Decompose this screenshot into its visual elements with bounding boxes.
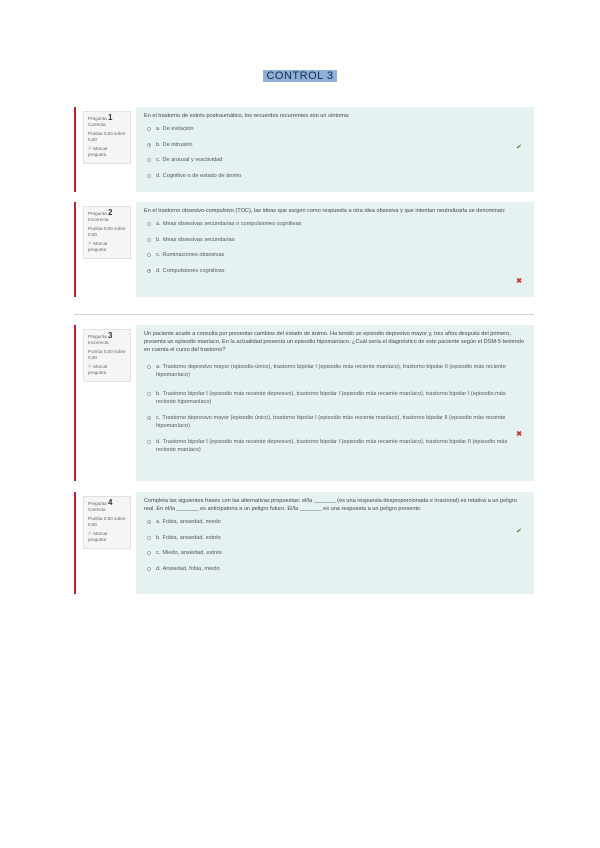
answer-option[interactable]: b. Ideas obsesivas secundarias xyxy=(144,237,526,245)
question-text: En el trastorno obsesivo-compulsivo (TOC), las ideas que surgen como respuesta a otra idea obsesiva y que intentan neutralizarla se denominan: xyxy=(144,208,506,214)
question-info-box xyxy=(83,496,131,549)
question-info-box xyxy=(83,206,131,259)
question-card xyxy=(74,107,534,192)
radio-button[interactable] xyxy=(147,174,151,178)
radio-button[interactable] xyxy=(147,222,151,226)
radio-button[interactable] xyxy=(147,440,151,444)
question-card xyxy=(74,325,534,481)
answer-option[interactable]: a. De evitación xyxy=(144,126,526,134)
question-status: Correcta xyxy=(88,507,106,512)
question-card xyxy=(74,202,534,297)
answer-option[interactable]: a. Trastorno depresivo mayor (episodio único), trastorno bipolar I (episodio más reciente maníaco), trastorno bipolar II (episodio más reciente hipomaníaco) xyxy=(144,364,526,379)
question-content xyxy=(136,107,534,192)
flag-question-link[interactable]: ⚐ Marcar pregunta xyxy=(88,146,108,157)
radio-button-selected[interactable] xyxy=(147,269,151,273)
question-number: Pregunta 4 xyxy=(88,498,113,507)
answer-option[interactable]: c. Ruminaciones obsesivas xyxy=(144,252,526,260)
question-text: Un paciente acude a consulta por presentar cambios del estado de ánimo. Ha tenido un episodio depresivo mayor y, tres años después del primero, presenta un episodio maníaco. En la actualidad presenta un episodio hipomaníaco. ¿Cuál sería el diagnóstico de este paciente según el DSM-5 teniendo en cuenta el curso del trastorno? xyxy=(144,331,524,353)
question-text: Completa las siguientes frases con las alternativas propuestas: el/la _______ (es una respuesta desproporcionada e irracional) es relativa a un peligro real. En el/la _______ es anticipatoria a un peligro futuro. El/la _______ es una respuesta a un peligro presente. xyxy=(144,498,517,512)
correct-check-icon: ✔ xyxy=(516,144,522,151)
answer-option[interactable]: b. Fobia, ansiedad, estrés xyxy=(144,535,526,543)
radio-button[interactable] xyxy=(147,392,151,396)
radio-button[interactable] xyxy=(147,127,151,131)
question-score: Puntúa 0,50 sobre 0,50 xyxy=(88,131,126,142)
question-card xyxy=(74,492,534,594)
question-status: Correcta xyxy=(88,122,106,127)
incorrect-cross-icon: ✖ xyxy=(516,431,522,438)
answer-option[interactable]: b. Trastorno bipolar I (episodio más reciente depresivo), trastorno bipolar I (episodio más reciente maníaco), trastorno bipolar I (episodio más reciente hipomaníaco) xyxy=(144,391,526,406)
radio-button[interactable] xyxy=(147,536,151,540)
radio-button[interactable] xyxy=(147,567,151,571)
answer-option[interactable]: d. Trastorno bipolar I (episodio más reciente depresivo), trastorno bipolar I (episodio más reciente maníaco), trastorno bipolar II (episodio más reciente maníaco) xyxy=(144,439,526,454)
question-content xyxy=(136,325,534,481)
question-status: Incorrecta xyxy=(88,340,109,345)
question-accent-bar xyxy=(74,202,76,297)
radio-button-selected[interactable] xyxy=(147,520,151,524)
question-content xyxy=(136,492,534,594)
flag-question-link[interactable]: ⚐ Marcar pregunta xyxy=(88,364,108,375)
question-info-box xyxy=(83,111,131,164)
flag-question-link[interactable]: ⚐ Marcar pregunta xyxy=(88,241,108,252)
question-score: Puntúa 0,00 sobre 0,50 xyxy=(88,226,126,237)
radio-button[interactable] xyxy=(147,551,151,555)
question-accent-bar xyxy=(74,107,76,192)
answer-option[interactable]: d. Cognitivo o de estado de ánimo xyxy=(144,173,526,181)
question-score: Puntúa 0,00 sobre 0,50 xyxy=(88,349,126,360)
question-number: Pregunta 2 xyxy=(88,208,113,217)
answer-option[interactable]: a. Ideas obsesivas secundarias o compulsiones cognitivas xyxy=(144,221,526,229)
page-title xyxy=(0,70,600,82)
radio-button[interactable] xyxy=(147,238,151,242)
question-number: Pregunta 3 xyxy=(88,331,113,340)
answer-option[interactable]: c. Miedo, ansiedad, estrés xyxy=(144,550,526,558)
question-content xyxy=(136,202,534,297)
radio-button[interactable] xyxy=(147,365,151,369)
radio-button-selected[interactable] xyxy=(147,143,151,147)
radio-button-selected[interactable] xyxy=(147,416,151,420)
radio-button[interactable] xyxy=(147,253,151,257)
answer-option[interactable]: a. Fobia, ansiedad, miedo xyxy=(144,519,526,527)
page-title-text: CONTROL 3 xyxy=(263,70,336,82)
question-accent-bar xyxy=(74,325,76,481)
answer-option[interactable]: d. Ansiedad, fobia, miedo xyxy=(144,566,526,574)
question-score: Puntúa 0,50 sobre 0,50 xyxy=(88,516,126,527)
flag-question-link[interactable]: ⚐ Marcar pregunta xyxy=(88,531,108,542)
correct-check-icon: ✔ xyxy=(516,528,522,535)
radio-button[interactable] xyxy=(147,158,151,162)
question-status: Incorrecta xyxy=(88,217,109,222)
answer-option[interactable]: c. Trastorno depresivo mayor (episodio único), trastorno bipolar I (episodio más reciente maníaco), trastorno bipolar II (episodio más reciente hipomaníaco) xyxy=(144,415,526,430)
question-accent-bar xyxy=(74,492,76,594)
answer-option[interactable]: c. De arousal y reactividad xyxy=(144,157,526,165)
answer-option[interactable]: d. Compulsiones cognitivas xyxy=(144,268,526,276)
question-number: Pregunta 1 xyxy=(88,113,113,122)
answer-option[interactable]: b. De intrusión xyxy=(144,142,526,150)
page-divider xyxy=(74,314,534,315)
question-text: En el trastorno de estrés postraumático, los recuerdos recurrentes son un síntoma: xyxy=(144,113,350,119)
incorrect-cross-icon: ✖ xyxy=(516,278,522,285)
question-info-box xyxy=(83,329,131,382)
